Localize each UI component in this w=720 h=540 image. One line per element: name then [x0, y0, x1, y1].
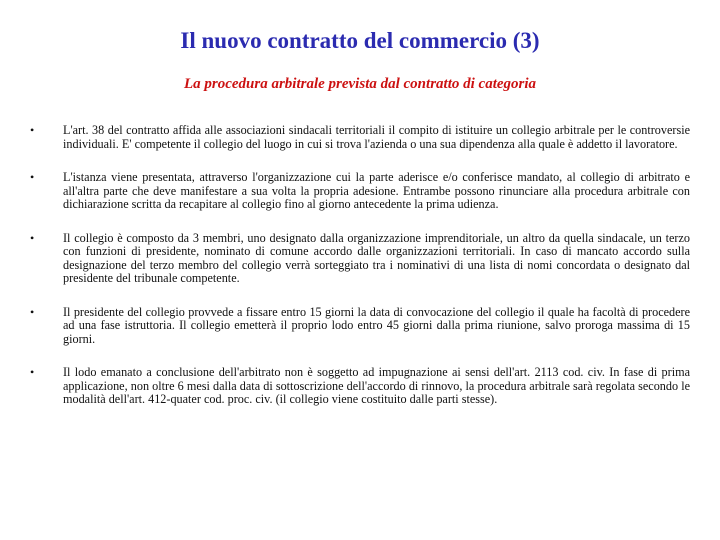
bullet-dot-icon: •: [30, 170, 35, 184]
slide-subtitle: La procedura arbitrale prevista dal contratto di categoria: [183, 76, 537, 92]
bullet-dot-icon: •: [30, 230, 35, 245]
bullet-dot-icon: •: [30, 365, 35, 379]
bullet-item: [30, 306, 690, 347]
bullet-text: Il lodo emanato a conclusione dell'arbitrato non è soggetto ad impugnazione ai sensi dell'art. 2113 cod. civ. In fase di prima applicazione, non oltre 6 mesi dalla data di sottoscrizione dell'accordo di rinnovo, la procedura arbitrale sarà regolata secondo le modalità dell'art. 412-quater cod. proc. civ. (il collegio viene costituito dalle parti stesse).: [63, 365, 690, 406]
bullet-item: [30, 366, 690, 407]
bullet-item: [30, 171, 690, 212]
bullet-text: Il presidente del collegio provvede a fissare entro 15 giorni la data di convocazione del collegio il quale ha facoltà di procedere ad una fase istruttoria. Il collegio emetterà il proprio lodo entro 45 giorni dalla prima riunione, salvo proroga massima di 15 giorni.: [63, 304, 690, 346]
bullet-item: [30, 232, 690, 286]
slide-title: Il nuovo contratto del commercio (3): [180, 28, 540, 53]
bullet-list: [30, 124, 690, 407]
bullet-item: [30, 124, 690, 151]
bullet-text: L'istanza viene presentata, attraverso l'organizzazione cui la parte aderisce e/o conferisce mandato, al collegio di arbitrato e all'altra parte che deve manifestare a sua volta la propria adesione. Entrambe possono rinunciare alla procedura arbitrale con dichiarazione scritta da recapitare al collegio fino al giorno antecedente la prima udienza.: [63, 170, 690, 211]
bullet-dot-icon: •: [30, 123, 35, 137]
bullet-text: L'art. 38 del contratto affida alle associazioni sindacali territoriali il compito di istituire un collegio arbitrale per le controversie individuali. E' competente il collegio del luogo in cui si trova l'azienda o una sua dipendenza alla quale è addetto il lavoratore.: [63, 123, 690, 151]
bullet-dot-icon: •: [30, 304, 35, 319]
bullet-text: Il collegio è composto da 3 membri, uno designato dalla organizzazione imprenditoriale, un altro da quella sindacale, un terzo con funzioni di presidente, nominato di comune accordo dalle organizzazioni territoriali. In caso di mancato accordo sulla designazione del terzo membro del collegio verrà sorteggiato tra i nominativi di una lista di nomi concordata o designato dal presidente del tribunale competente.: [63, 230, 690, 285]
